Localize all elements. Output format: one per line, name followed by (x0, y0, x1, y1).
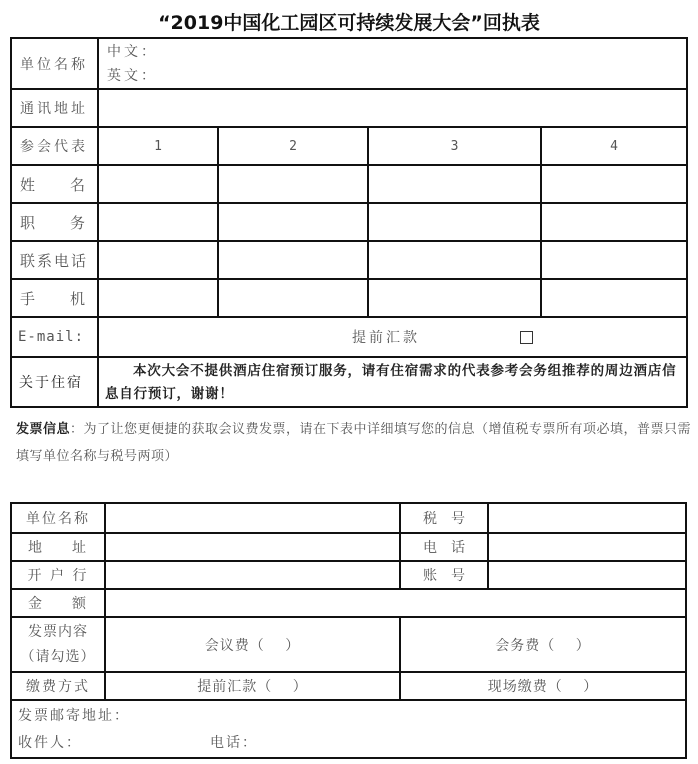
service-fee-option[interactable]: 会务费（ ） (495, 637, 591, 654)
table-border (686, 37, 688, 408)
invoice-content-label-line2: （请勾选） (20, 649, 96, 665)
org-name-label: 单位名称 (20, 56, 88, 73)
position-field-2[interactable] (219, 204, 367, 240)
delegates-label: 参会代表 (20, 139, 88, 155)
tax-no-label: 税 号 (423, 511, 465, 527)
email-prepay-cell (99, 318, 686, 356)
contact-phone-field-4[interactable] (542, 242, 686, 278)
mobile-field-4[interactable] (542, 280, 686, 316)
address-field[interactable] (99, 90, 686, 126)
table-border (11, 757, 687, 759)
position-field-3[interactable] (369, 204, 540, 240)
mobile-field-2[interactable] (219, 280, 367, 316)
meeting-fee-option[interactable]: 会议费（ ） (204, 637, 301, 654)
name-label-char: 名 (69, 175, 85, 194)
mobile-field-1[interactable] (99, 280, 217, 316)
position-field-1[interactable] (99, 204, 217, 240)
name-field-4[interactable] (542, 166, 686, 202)
position-label-char: 职 (20, 213, 36, 232)
delegate-number: 1 (154, 138, 162, 154)
invoice-note (16, 416, 692, 470)
invoice-phone-field[interactable] (489, 534, 685, 560)
bank-label: 开 户 行 (27, 568, 89, 584)
contact-phone-label: 联系电话 (20, 251, 89, 270)
invoice-note-heading: 发票信息 (16, 422, 71, 437)
mobile-label-char: 手 (20, 289, 36, 308)
position-label (12, 204, 97, 240)
account-field[interactable] (489, 562, 685, 588)
contact-phone-field-1[interactable] (99, 242, 217, 278)
invoice-address-field[interactable] (106, 534, 399, 560)
position-label-char: 务 (69, 213, 85, 232)
table-border (11, 37, 688, 39)
recipient-phone-label: 电话： (210, 735, 258, 751)
amount-label (12, 590, 104, 616)
address-label: 通讯地址 (20, 101, 88, 117)
invoice-org-name-field[interactable] (106, 504, 399, 532)
invoice-content-label-line1: 发票内容 (28, 624, 88, 640)
hotel-label: 关于住宿 (19, 375, 83, 391)
contact-phone-field-3[interactable] (369, 242, 540, 278)
delegate-number: 3 (450, 138, 459, 154)
org-name-cn-field[interactable]: 中文： (107, 44, 158, 60)
payment-method-label: 缴费方式 (26, 679, 90, 695)
bank-field[interactable] (106, 562, 399, 588)
hotel-notice: 本次大会不提供酒店住宿预订服务，请有住宿需求的代表参考会务组推荐的周边酒店信息自行预订，谢谢！ (105, 363, 677, 402)
invoice-content-label (12, 620, 104, 670)
mobile-label-char: 机 (69, 289, 85, 308)
amount-label-char: 金 (28, 596, 42, 612)
org-name-en-field[interactable]: 英文： (107, 68, 158, 84)
invoice-note-text: ：为了让您更便捷的获取会议费发票，请在下表中详细填写您的信息（增值税专票所有项必填，普票只需填写单位名称与税号两项） (16, 422, 692, 464)
onsite-payment-option[interactable]: 现场缴费（ ） (487, 679, 599, 695)
table-border (11, 406, 688, 408)
prepay-label: 提前汇款 (352, 330, 420, 346)
delegate-number: 2 (289, 138, 297, 154)
amount-label-char: 额 (72, 596, 86, 612)
prepay-checkbox[interactable] (520, 331, 533, 344)
name-field-2[interactable] (219, 166, 367, 202)
tax-no-field[interactable] (489, 504, 685, 532)
delegate-number: 4 (610, 138, 618, 154)
name-field-1[interactable] (99, 166, 217, 202)
prepay-option[interactable]: 提前汇款（ ） (197, 679, 308, 695)
position-field-4[interactable] (542, 204, 686, 240)
table-border (11, 699, 687, 701)
recipient-label: 收件人： (18, 735, 82, 751)
invoice-org-name-label: 单位名称 (26, 511, 90, 527)
invoice-address-label (12, 534, 104, 560)
contact-phone-field-2[interactable] (219, 242, 367, 278)
name-label-char: 姓 (20, 175, 36, 194)
table-border (11, 356, 688, 358)
page-title: “2019中国化工园区可持续发展大会”回执表 (158, 12, 540, 34)
invoice-phone-label: 电 话 (423, 540, 465, 556)
mobile-field-3[interactable] (369, 280, 540, 316)
mail-address-label: 发票邮寄地址： (18, 708, 130, 724)
amount-field[interactable] (106, 590, 685, 616)
invoice-address-char: 址 (72, 540, 86, 556)
mobile-label (12, 280, 97, 316)
name-label (12, 166, 97, 202)
name-field-3[interactable] (369, 166, 540, 202)
email-label: E-mail: (18, 329, 85, 345)
table-border (685, 502, 687, 759)
account-label: 账 号 (423, 568, 465, 584)
invoice-address-char: 地 (28, 540, 42, 556)
